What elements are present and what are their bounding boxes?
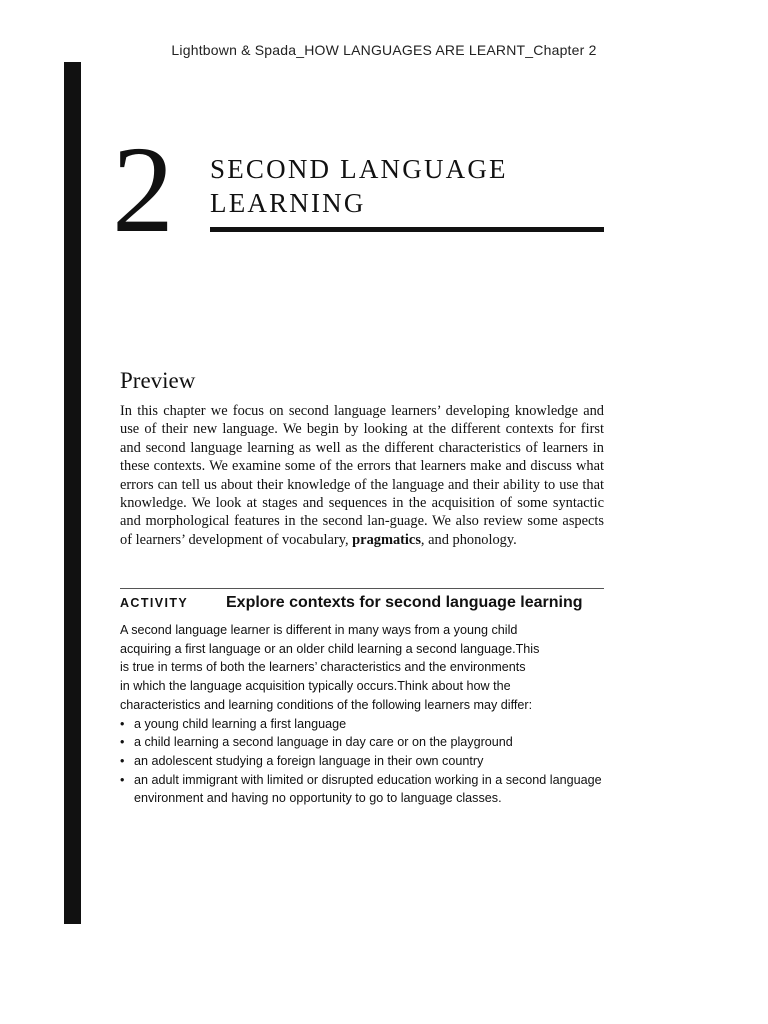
title-rule (210, 227, 604, 232)
activity-text-line: is true in terms of both the learners’ characteristics and the environments (120, 660, 526, 675)
activity-divider (120, 588, 604, 589)
activity-header (120, 594, 604, 612)
activity-text-line: in which the language acquisition typically occurs.Think about how the (120, 679, 511, 694)
activity-text-line: characteristics and learning conditions of the following learners may differ: (120, 697, 533, 712)
running-header: Lightbown & Spada_HOW LANGUAGES ARE LEARNT_Chapter 2 (171, 42, 597, 58)
chapter-title-line-2: LEARNING (210, 188, 366, 218)
pragmatics-term: pragmatics (352, 531, 421, 548)
chapter-title-line-1: SECOND LANGUAGE (210, 154, 508, 184)
list-item: • an adult immigrant with limited or disrupted education working in a second language environment and having no opportunity to go to language classes. (120, 771, 604, 808)
list-item: • a young child learning a first language (120, 715, 604, 734)
activity-label: ACTIVITY (120, 596, 189, 610)
chapter-title (210, 152, 610, 220)
chapter-number: 2 (112, 121, 174, 258)
learner-list (120, 715, 604, 809)
activity-body (120, 621, 604, 808)
list-item: • a child learning a second language in day care or on the playground (120, 733, 604, 752)
activity-title: Explore contexts for second language learning (226, 594, 583, 611)
margin-bar (64, 62, 81, 924)
preview-text-end: , and phonology. (420, 531, 517, 548)
activity-text-line: A second language learner is different in many ways from a young child (120, 623, 518, 637)
activity-text-line: acquiring a first language or an older child learning a second language.This (120, 641, 540, 656)
preview-text: In this chapter we focus on second language learners’ developing knowledge and use of their new language. We begin by looking at the different contexts for first and second language learning as well as the different characteristics of learners in these contexts. We examine some of the errors that learners make and discuss what errors can tell us about their knowledge of the language and their ability to use that knowledge. We look at stages and sequences in the acquisition of some syntactic and morphological features in the second lan-guage. We also review some aspects of learners’ development of vocabulary, (120, 403, 604, 548)
preview-heading: Preview (120, 368, 196, 393)
preview-paragraph (120, 402, 604, 549)
list-item: • an adolescent studying a foreign language in their own country (120, 752, 604, 771)
